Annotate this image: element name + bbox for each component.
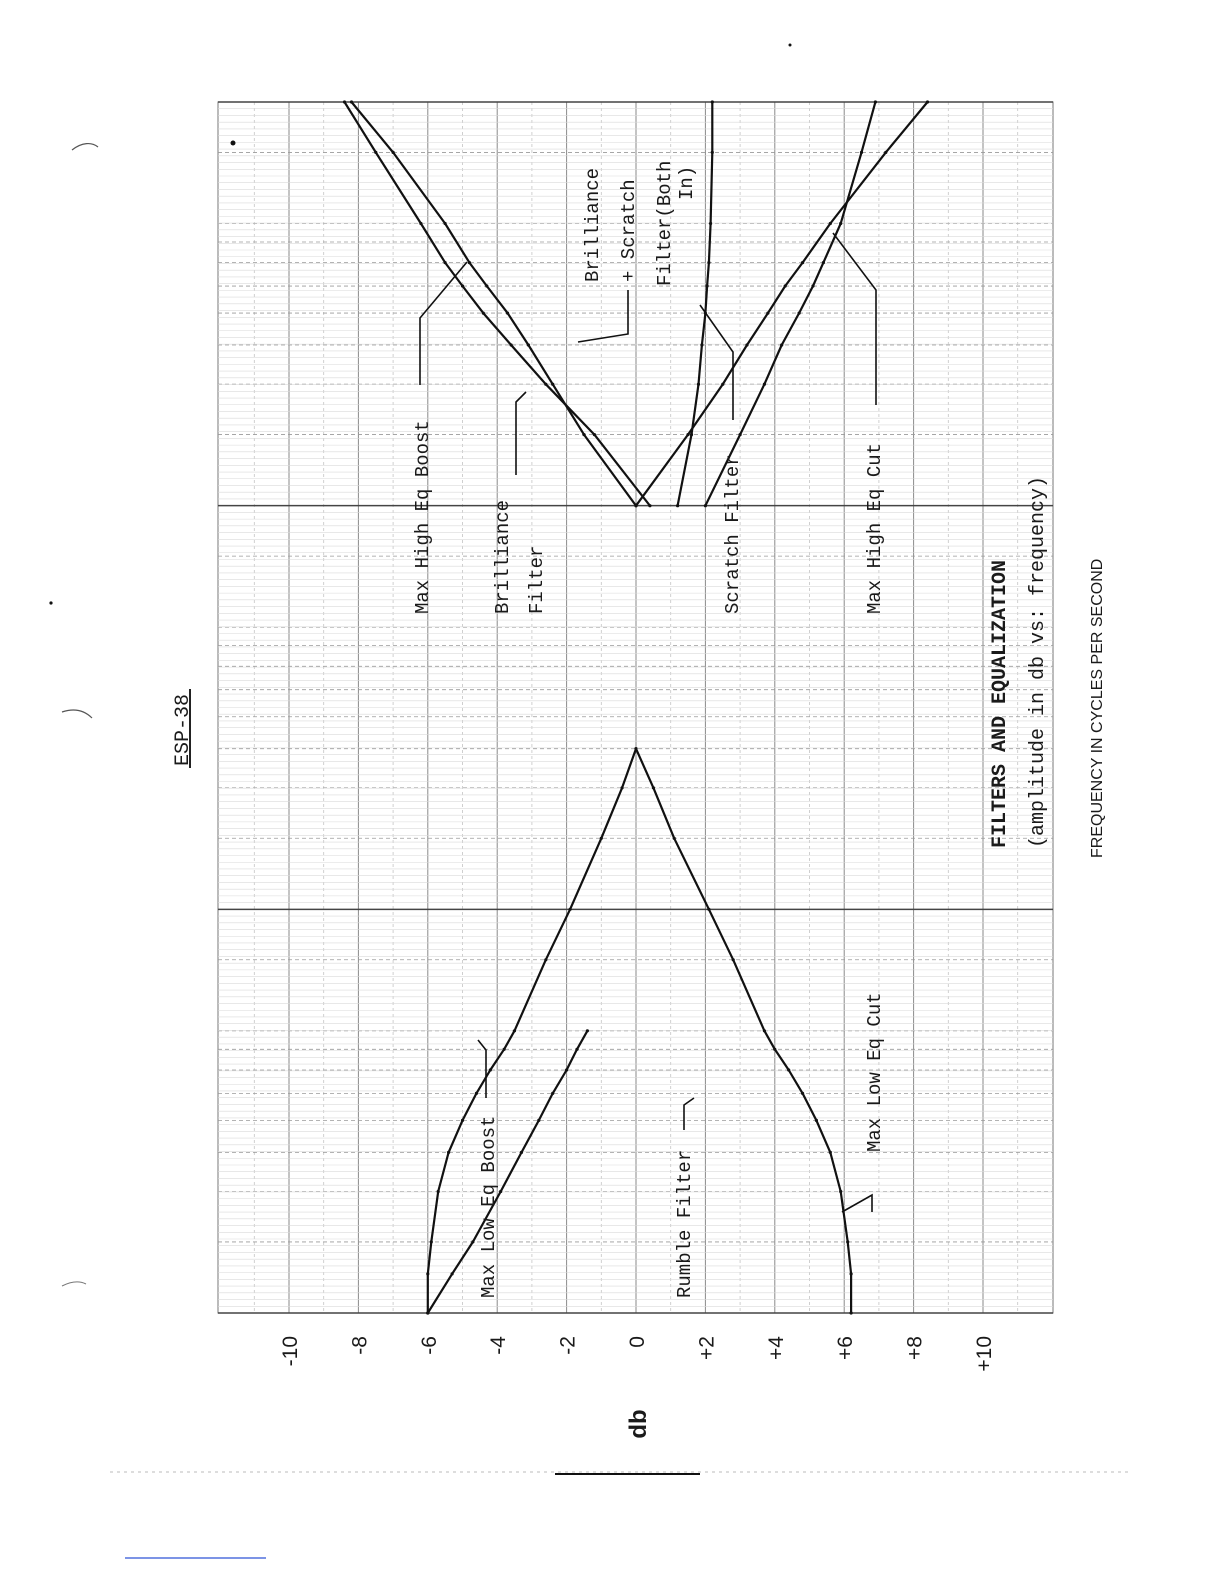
- data-point: [686, 433, 689, 436]
- data-point: [648, 504, 651, 507]
- data-point: [874, 100, 877, 103]
- data-point: [544, 383, 547, 386]
- binder-hole-mark: [62, 710, 92, 718]
- leader-line: [833, 233, 876, 405]
- data-point: [475, 1092, 478, 1095]
- db-tick-label: +6: [834, 1336, 858, 1360]
- data-point: [690, 433, 693, 436]
- data-point: [343, 100, 346, 103]
- data-point: [829, 1151, 832, 1154]
- data-point: [839, 222, 842, 225]
- data-point: [884, 151, 887, 154]
- data-point: [709, 222, 712, 225]
- data-point: [444, 261, 447, 264]
- data-point: [763, 1029, 766, 1032]
- series-label-max-high-eq-cut: Max High Eq Cut: [864, 442, 886, 614]
- data-point: [489, 1068, 492, 1071]
- graph-paper-grid: [218, 102, 1053, 1313]
- series-label-in: In): [676, 165, 698, 200]
- data-point: [711, 151, 714, 154]
- data-point: [586, 1029, 589, 1032]
- data-point: [565, 1068, 568, 1071]
- ink-dot: [49, 601, 52, 604]
- data-point: [850, 1272, 853, 1275]
- data-point: [707, 908, 710, 911]
- data-point: [461, 1119, 464, 1122]
- data-point: [839, 1190, 842, 1193]
- db-tick-label: +4: [764, 1336, 788, 1360]
- data-point: [673, 837, 676, 840]
- data-point: [520, 1151, 523, 1154]
- frequency-caption: FREQUENCY IN CYCLES PER SECOND: [1089, 558, 1106, 858]
- data-point: [468, 261, 471, 264]
- data-point: [506, 312, 509, 315]
- data-point: [513, 1029, 516, 1032]
- series-label-max-high-eq-boost: Max High Eq Boost: [412, 420, 434, 614]
- binder-hole-mark: [72, 144, 98, 150]
- chart-labels: [172, 161, 1106, 1439]
- data-point: [426, 1311, 429, 1314]
- series-label-brilliance: Brilliance: [492, 499, 514, 614]
- chart-title: FILTERS AND EQUALIZATION: [989, 559, 1012, 848]
- db-tick-label: -2: [556, 1336, 580, 1355]
- leader-line: [684, 1098, 694, 1130]
- data-point: [374, 151, 377, 154]
- db-tick-label: 0: [626, 1336, 649, 1348]
- data-point: [527, 343, 530, 346]
- data-point: [569, 908, 572, 911]
- data-point: [811, 284, 814, 287]
- data-point: [801, 1092, 804, 1095]
- db-axis-label: db: [625, 1409, 652, 1439]
- data-point: [652, 786, 655, 789]
- data-point: [801, 261, 804, 264]
- leader-line: [578, 290, 628, 342]
- data-point: [704, 504, 707, 507]
- series-label-rumble-filter: Rumble Filter: [674, 1149, 696, 1298]
- data-point: [634, 504, 637, 507]
- data-point: [582, 433, 585, 436]
- data-point: [676, 504, 679, 507]
- db-tick-label: +2: [695, 1336, 719, 1360]
- data-point: [537, 1119, 540, 1122]
- chart-subtitle: (amplitude in db vs: frequency): [1027, 475, 1050, 848]
- data-point: [763, 383, 766, 386]
- data-point: [846, 1240, 849, 1243]
- data-point: [551, 1092, 554, 1095]
- series-label-brilliance-2: Brilliance: [582, 167, 604, 282]
- data-point: [815, 1119, 818, 1122]
- data-point: [447, 1151, 450, 1154]
- data-point: [419, 222, 422, 225]
- data-point: [732, 958, 735, 961]
- data-point: [600, 837, 603, 840]
- data-point: [745, 343, 748, 346]
- data-point: [593, 433, 596, 436]
- data-point: [773, 1048, 776, 1051]
- data-point: [437, 1190, 440, 1193]
- series-label-filter: Filter: [526, 545, 548, 614]
- data-point: [482, 312, 485, 315]
- db-tick-label: -8: [348, 1336, 372, 1355]
- data-point: [451, 1272, 454, 1275]
- data-point: [711, 100, 714, 103]
- db-tick-label: +8: [903, 1336, 927, 1360]
- data-point: [926, 100, 929, 103]
- data-point: [392, 151, 395, 154]
- ink-dot: [231, 141, 236, 146]
- data-point: [697, 383, 700, 386]
- data-point: [850, 1311, 853, 1314]
- data-point: [739, 433, 742, 436]
- db-tick-labels: [279, 1336, 996, 1372]
- data-point: [510, 343, 513, 346]
- data-point: [544, 958, 547, 961]
- data-point: [706, 284, 709, 287]
- db-tick-label: -4: [487, 1336, 511, 1355]
- data-point: [798, 312, 801, 315]
- series-label-plus-scratch: + Scratch: [618, 179, 640, 282]
- data-point: [621, 786, 624, 789]
- data-point: [551, 383, 554, 386]
- data-point: [787, 1068, 790, 1071]
- data-point: [700, 343, 703, 346]
- data-point: [485, 284, 488, 287]
- data-point: [503, 1048, 506, 1051]
- db-tick-label: -10: [279, 1336, 302, 1367]
- data-point: [860, 151, 863, 154]
- data-point: [575, 1048, 578, 1051]
- document-code: ESP-38: [172, 693, 195, 766]
- ink-dot: [789, 44, 792, 47]
- data-point: [822, 261, 825, 264]
- leader-line: [842, 1195, 872, 1212]
- data-point: [780, 343, 783, 346]
- series-label-scratch-filter: Scratch Filter: [722, 454, 744, 614]
- series-label-max-low-eq-cut: Max Low Eq Cut: [864, 992, 886, 1152]
- series-label-max-low-eq-boost: Max Low Eq Boost: [478, 1115, 500, 1298]
- data-point: [350, 100, 353, 103]
- data-point: [426, 1272, 429, 1275]
- series-label-filter-both: Filter(Both: [654, 160, 676, 286]
- data-point: [707, 261, 710, 264]
- binder-hole-mark: [62, 1282, 86, 1286]
- data-point: [634, 747, 637, 750]
- leader-line: [420, 262, 467, 385]
- db-tick-label: +10: [973, 1336, 996, 1372]
- data-point: [430, 1240, 433, 1243]
- data-point: [444, 222, 447, 225]
- data-point: [784, 284, 787, 287]
- data-point: [461, 284, 464, 287]
- data-point: [471, 1240, 474, 1243]
- label-leader-lines: [420, 233, 876, 1212]
- data-point: [721, 383, 724, 386]
- db-tick-label: -6: [417, 1336, 441, 1355]
- data-point: [829, 222, 832, 225]
- data-point: [766, 312, 769, 315]
